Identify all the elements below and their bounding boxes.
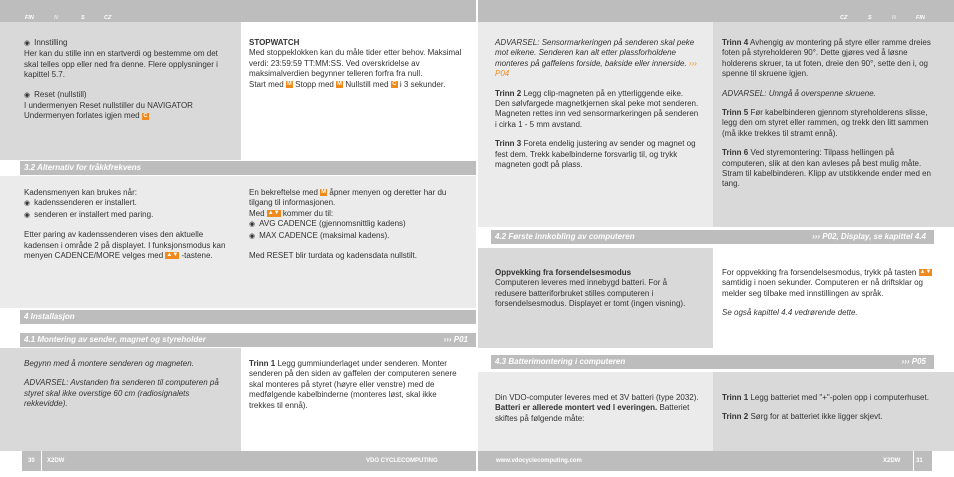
wake-left-block [495,268,700,310]
wake-see-also: Se også kapittel 4.4 vedrørende dette. [722,308,858,318]
step-5-label: Trinn 5 [722,108,749,118]
stopwatch-seconds-label: i 3 sekunder. [399,79,446,89]
step-4-label: Trinn 4 [722,38,749,47]
stopwatch-stop-label: Stopp med [295,79,334,89]
step-4-text: Avhengig av montering på styre eller ramme dreies foten på styreholderen 90°. Dette gjøres ved å løsne holderens skruer, ta ut foten, dreie den 90°, sette den i, og spenne til skruene igjen. [722,38,931,79]
cadence-r1a: En bekreftelse med [249,188,318,197]
cadence-avg: ◉ AVG CADENCE (gjennomsnittlig kadens) [249,219,406,228]
page-number-left: 30 [28,458,35,464]
lang-fin-right[interactable]: FIN [916,15,925,21]
page-number-right: 31 [916,458,923,464]
lang-s-left[interactable]: S [81,15,85,21]
sensor-warning: ADVARSEL: Sensormarkeringen på senderen skal peke mot eikene. Senderen kan alt etter plassforholdene monteres på gaffelens forside, bakside eller innerside. [495,38,695,68]
section-4-title: 4 Installasjon [24,312,75,321]
stopwatch-controls [249,80,464,90]
step-2-label: Trinn 2 [495,88,522,98]
step-3-label: Trinn 3 [495,139,522,149]
battery-right-block [722,393,937,432]
stopwatch-block [249,38,464,90]
battery-step-1-label: Trinn 1 [722,393,749,402]
cadence-reset-text: Med RESET blir turdata og kadensdata nullstilt. [249,251,417,261]
wake-r1a: For oppvekking fra forsendelsesmodus, trykk på tasten [722,268,917,277]
arrow-keys-icon: ▲▼ [166,252,179,259]
step-1-text: Legg gummiunderlaget under senderen. Monter senderen på den siden av gaffelen der computeren senere skal monteres på styret (høyre eller venstre) med de medfølgende kabelbinderne (monteres løst, skal ikke trekkes til ennå). [249,359,457,410]
battery-step-2-label: Trinn 2 [722,412,749,422]
section-4-bar [20,310,476,324]
section-4-1-ref: ››› P01 [443,335,468,344]
stopwatch-start-label: Start med [249,79,284,89]
lang-fin-left[interactable]: FIN [25,15,34,21]
lang-s-right[interactable]: S [868,15,872,21]
top-bar-right [478,0,954,22]
cadence-p2b: -tastene. [181,251,213,261]
top-bar-left [0,0,476,22]
wake-r1b: samtidig i noen sekunder. Computeren er nå driftsklar og melder seg tilbake med innstillingen av språk. [722,278,923,298]
section-4-2-title: 4.2 Første innkobling av computeren [495,232,635,241]
cadence-max: ◉ MAX CADENCE (maksimal kadens). [249,231,389,240]
battery-preinstalled: Batteri er allerede montert ved l everingen. [495,403,658,413]
battery-replace: Batteriet skiftes på følgende måte: [495,403,690,423]
battery-step-2-text: Sørg for at batteriet ikke ligger skjevt. [750,412,883,422]
mount-warning: ADVARSEL: Avstanden fra senderen til computeren på styret skal ikke overstige 60 cm (radiosignalets rekkevidde). [24,378,219,409]
p04-ref: ››› P04 [495,58,697,79]
m-key-icon: M [321,189,326,196]
cadence-intro: Kadensmenyen kan brukes når: [24,188,137,197]
mount-right-block [249,359,464,420]
footer-divider-left [41,451,42,471]
reset-title: ◉ Reset (nullstill) [24,90,87,99]
installing-title: ◉ Innstilling [24,38,67,47]
reset-text: I undermenyen Reset nullstiller du NAVIGATOR Undermenyen forlates igjen med [24,101,193,121]
wake-right-block [722,268,937,328]
steps-left-block [495,38,700,179]
lang-n-left[interactable]: N [54,15,58,21]
footer-divider-right [913,451,914,471]
cadence-bullet-1: ◉ kadenssenderen er installert. [24,198,137,207]
installing-text: Her kan du stille inn en startverdi og bestemme om det skal telles opp eller ned fra denne. Flere opplysninger i kapittel 5.7. [24,49,218,80]
model-right: X2DW [883,458,901,464]
stopwatch-title: STOPWATCH [249,38,300,47]
cadence-bullet-2: ◉ senderen er installert med paring. [24,210,153,219]
mount-left-block [24,359,229,419]
battery-step-1-text: Legg batteriet med "+"-polen opp i computerhuset. [750,393,929,402]
wake-text: Computeren leveres med innebygd batteri. For å redusere batteriforbruket stilles computeren i forsendelsesmodus. Displayet er tomt (ingen visning). [495,278,686,309]
c-key-icon: C [143,112,148,119]
steps-right-block [722,38,937,199]
stopwatch-text: Med stoppeklokken kan du måle tider etter behov. Maksimal verdi: 23:59:59 TT:MM:SS. Ved overskridelse av maksimalverdien begynner telleren forfra fra null. [249,48,462,79]
cadence-left-block [24,188,229,270]
cadence-r1b: åpner menyen og deretter har du tilgang til informasjonen. [249,188,447,208]
m-key-icon: M [287,81,292,88]
section-4-2-ref: ››› P02, Display, se kapittel 4.4 [812,232,926,241]
lang-cz-right[interactable]: CZ [840,15,848,21]
lang-n-right[interactable]: N [892,15,896,21]
section-4-1-bar [20,333,476,347]
brand-name: VDO CYCLECOMPUTING [366,458,438,464]
section-4-2-bar [491,230,934,244]
arrow-keys-icon: ▲▼ [267,210,280,217]
m-key-icon: M [337,81,342,88]
section-4-3-bar [491,355,934,369]
step-6-text: Ved styremontering: Tilpass hellingen på computeren, slik at den kan avleses på best mulig måte. Stram til kabelbinderen. Klipp av utstikkende ender med en tang. [722,148,932,189]
section-4-3-ref: ››› P05 [901,357,926,366]
step-5-text: Før kabelbinderen gjennom styreholderens slisse, legg den om styret eller rammen, og trekk den litt sammen (må ikke trekkes til stramt ennå). [722,108,929,138]
lang-cz-left[interactable]: CZ [104,15,112,21]
cadence-p2a: Etter paring av kadenssenderen vises den aktuelle kadensen i område 2 på displayet. I funksjonsmodus kan menyen CADENCE/MORE velges med [24,230,226,261]
battery-left-block [495,393,700,424]
c-key-icon: C [392,81,397,88]
step-6-label: Trinn 6 [722,148,749,158]
website-url[interactable]: www.vdocyclecomputing.com [496,458,582,464]
cadence-r2a: Med [249,208,265,218]
step-3-text: Foreta endelig justering av sender og magnet og fest dem. Trekk kabelbinderne forsvarlig til, og trykk magneten godt på plass. [495,139,696,170]
cadence-right-block [249,188,464,270]
arrow-keys-icon: ▲▼ [919,269,932,276]
step-2-text: Legg clip-magneten på en ytterliggende eike. Den sølvfargede magnetkjernen skal peke mot senderen. Magneten rettes inn ved sensormarkeringen på senderen i cirka 1 - 5 mm avstand. [495,88,699,129]
section-4-1-title: 4.1 Montering av sender, magnet og styreholder [24,335,206,344]
section-3-2-bar [20,161,476,175]
footer-right [478,451,932,471]
settings-block [24,38,229,131]
footer-left [22,451,476,471]
section-3-2-title: 3.2 Alternativ for tråkkfrekvens [24,163,142,172]
section-4-3-title: 4.3 Batterimontering i computeren [495,357,626,366]
mount-intro: Begynn med å montere senderen og magneten. [24,359,194,368]
model-left: X2DW [47,458,65,464]
battery-intro: Din VDO-computer leveres med et 3V batteri (type 2032). [495,393,699,402]
wake-title: Oppvekking fra forsendelsesmodus [495,268,632,277]
step-1-label: Trinn 1 [249,359,276,368]
step-4-warning: ADVARSEL: Unngå å overspenne skruene. [722,88,876,98]
cadence-r2b: kommer du til: [282,208,334,218]
stopwatch-reset-label: Nullstill med [345,79,389,89]
